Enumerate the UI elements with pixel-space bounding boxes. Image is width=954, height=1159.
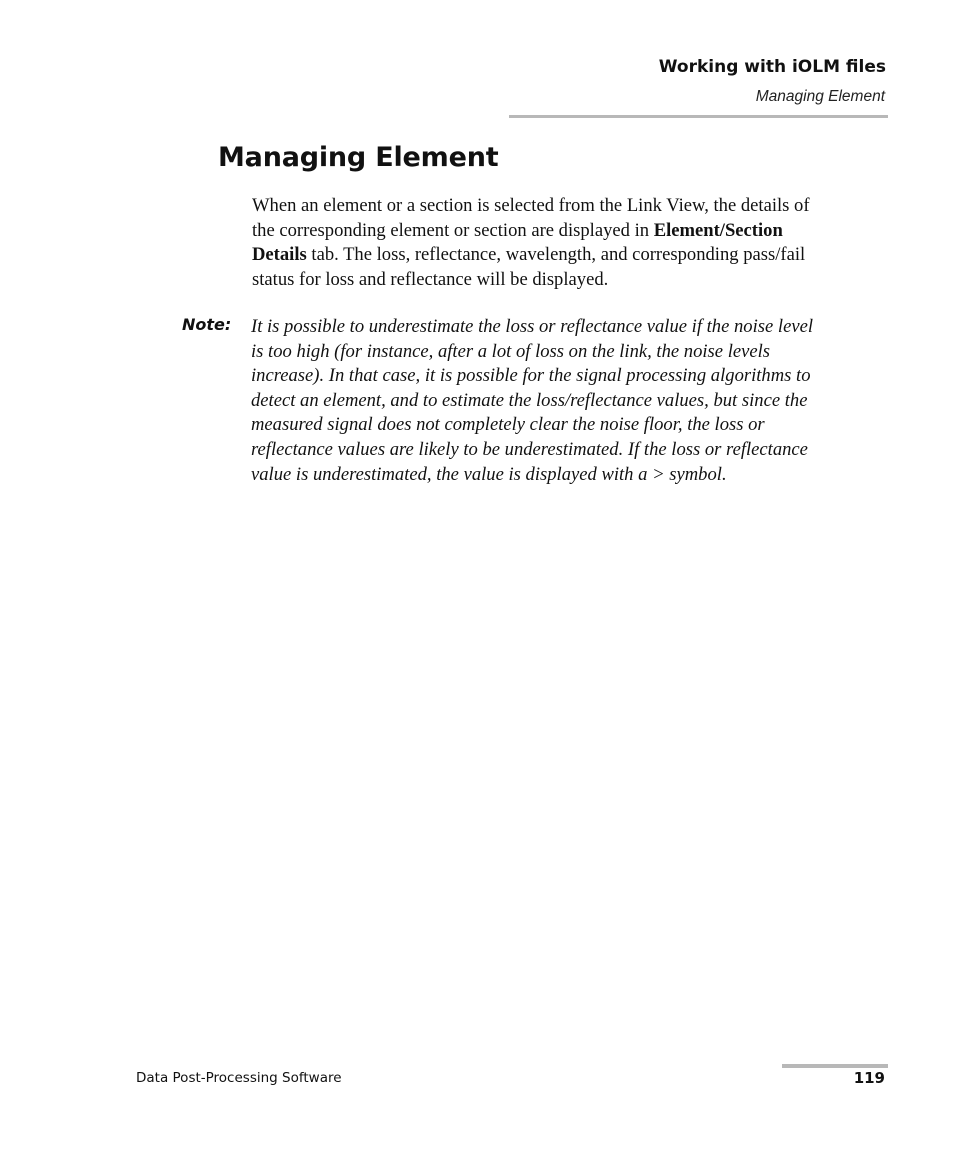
note-text <box>251 315 896 487</box>
paragraph-text: the corresponding element or section are displayed in <box>252 219 654 241</box>
page-number: 119 <box>853 1069 885 1087</box>
note-line: reflectance values are likely to be underestimated. If the loss or reflectance <box>251 438 808 460</box>
note-line: increase). In that case, it is possible for the signal processing algorithms to <box>251 365 811 387</box>
section-subtitle: Managing Element <box>755 88 885 105</box>
body-paragraph <box>252 194 892 292</box>
page-title: Managing Element <box>218 142 499 173</box>
paragraph-line <box>252 243 892 268</box>
note-line: measured signal does not completely clear the noise floor, the loss or <box>251 414 765 436</box>
note-line: is too high (for instance, after a lot of loss on the link, the noise levels <box>251 340 771 362</box>
note-label: Note: <box>182 315 232 334</box>
document-name: Data Post-Processing Software <box>136 1070 342 1086</box>
tab-name-bold: Details <box>252 244 307 266</box>
footer-divider <box>782 1064 888 1068</box>
header-divider <box>509 115 888 118</box>
note-line: It is possible to underestimate the loss or reflectance value if the noise level <box>251 316 813 337</box>
note-line: value is underestimated, the value is displayed with a > symbol. <box>251 463 727 485</box>
note-line: detect an element, and to estimate the loss/reflectance values, but since the <box>251 389 808 411</box>
paragraph-line: When an element or a section is selected from the Link View, the details of <box>252 195 810 216</box>
paragraph-text: tab. The loss, reflectance, wavelength, and corresponding pass/fail <box>306 244 806 266</box>
tab-name-bold: Element/Section <box>653 219 783 241</box>
paragraph-line <box>252 219 892 244</box>
chapter-title: Working with iOLM files <box>658 57 886 77</box>
paragraph-line: status for loss and reflectance will be displayed. <box>252 268 609 290</box>
